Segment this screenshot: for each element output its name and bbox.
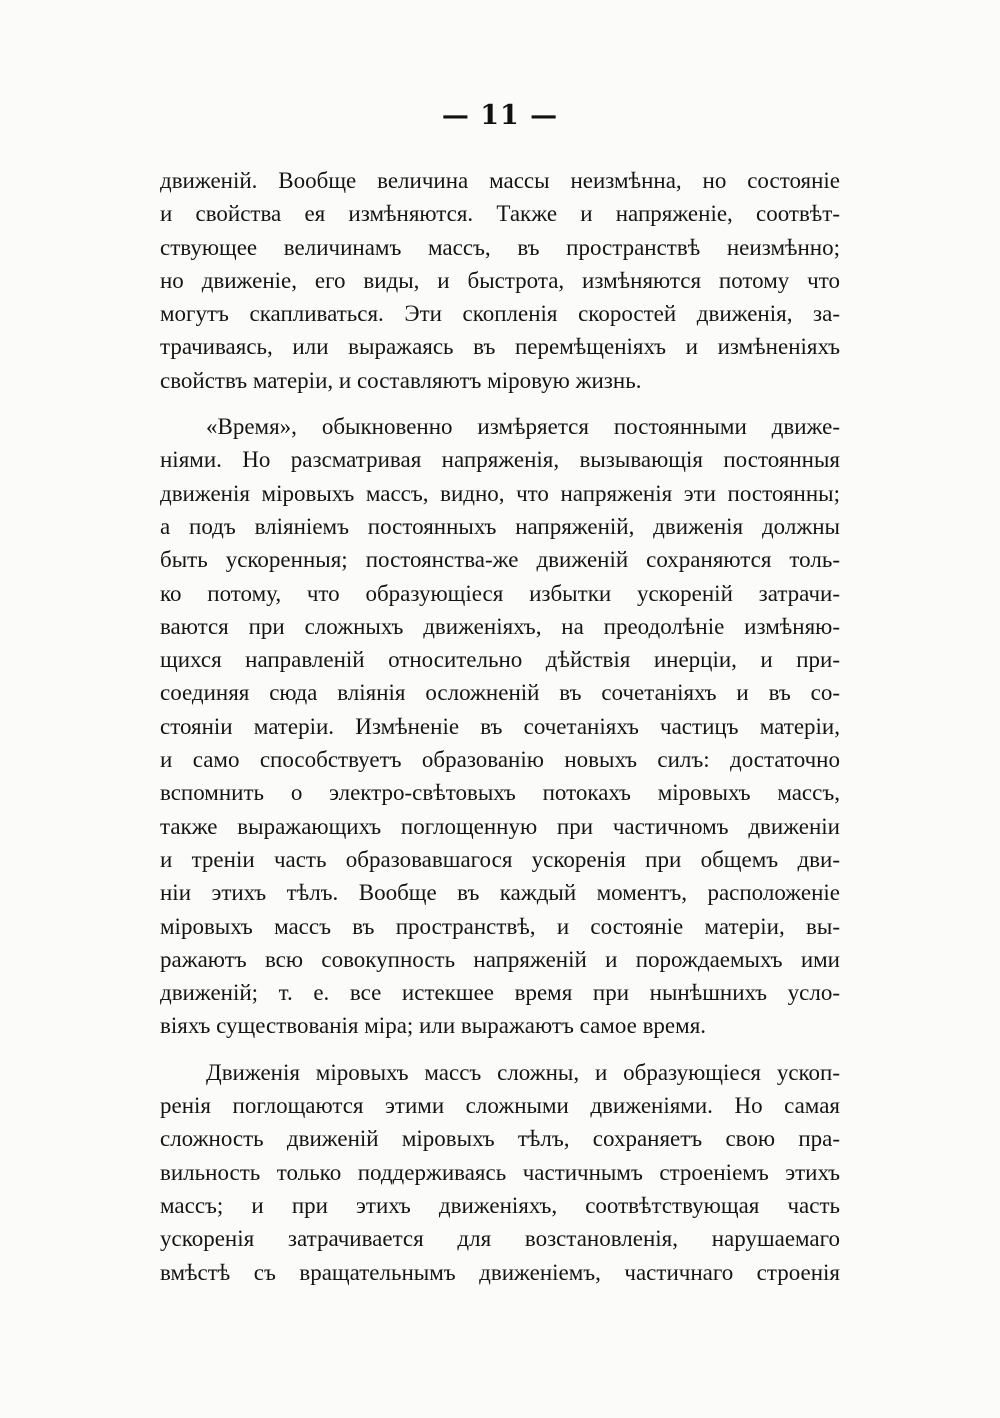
text-line: ваются при сложныхъ движеніяхъ, на преодолѣніе измѣняю- <box>160 613 840 639</box>
text-line: ренія поглощаются этими сложными движеніями. Но самая <box>160 1093 840 1119</box>
text-line: ко потому, что образующіеся избытки ускореній затрачи- <box>160 580 840 606</box>
text-line: Движенія міровыхъ массъ сложны, и образующіеся ускоп- <box>206 1059 840 1085</box>
text-line: и само способствуетъ образованію новыхъ силъ: достаточно <box>160 747 840 773</box>
text-line: и свойства ея измѣняются. Также и напряженіе, соотвѣт- <box>160 201 840 227</box>
text-line: также выражающихъ поглощенную при частичномъ движеніи <box>160 813 840 839</box>
paragraph-3 <box>160 1056 840 1289</box>
text-line: міровыхъ массъ въ пространствѣ, и состояніе матеріи, вы- <box>160 913 840 939</box>
text-line: быть ускоренныя; постоянства-же движеній сохраняются толь- <box>160 547 840 573</box>
text-line: віяхъ существованія міра; или выражаютъ самое время. <box>160 1013 707 1039</box>
text-line: но движеніе, его виды, и быстрота, измѣняются потому что <box>160 267 840 293</box>
page-text <box>160 164 840 1289</box>
text-line: ніями. Но разсматривая напряженія, вызывающія постоянныя <box>160 447 840 473</box>
text-line: вмѣстѣ съ вращательнымъ движеніемъ, частичнаго строенія <box>160 1259 840 1285</box>
paragraph-2 <box>160 410 840 1043</box>
text-line: и треніи часть образовавшагося ускоренія при общемъ дви- <box>160 846 840 872</box>
text-line: сложность движеній міровыхъ тѣлъ, сохраняетъ свою пра- <box>160 1126 840 1152</box>
text-line: ускоренія затрачивается для возстановленія, нарушаемаго <box>160 1226 840 1252</box>
page-number: — 11 — <box>441 100 559 131</box>
text-line: ражаютъ всю совокупность напряженій и порождаемыхъ ими <box>160 946 840 972</box>
text-line: движеній; т. е. все истекшее время при нынѣшнихъ усло- <box>160 980 840 1006</box>
text-line: массъ; и при этихъ движеніяхъ, соотвѣтствующая часть <box>160 1192 840 1218</box>
text-line: щихся направленій относительно дѣйствія инерціи, и при- <box>160 647 840 673</box>
text-line: трачиваясь, или выражаясь въ перемѣщеніяхъ и измѣненіяхъ <box>160 334 840 360</box>
text-line: ствующее величинамъ массъ, въ пространствѣ неизмѣнно; <box>160 234 840 260</box>
text-line: а подъ вліяніемъ постоянныхъ напряженій, движенія должны <box>160 513 840 539</box>
text-line: свойствъ матеріи, и составляютъ міровую жизнь. <box>160 367 642 393</box>
text-line: вспомнить о электро-свѣтовыхъ потокахъ міровыхъ массъ, <box>160 780 840 806</box>
text-line: могутъ скапливаться. Эти скопленія скоростей движенія, за- <box>160 301 840 327</box>
text-line: соединяя сюда вліянія осложненій въ сочетаніяхъ и въ со- <box>160 680 840 706</box>
text-line: «Время», обыкновенно измѣряется постоянными движе- <box>206 414 840 440</box>
paragraph-1 <box>160 164 840 397</box>
text-line: движенія міровыхъ массъ, видно, что напряженія эти постоянны; <box>160 480 840 506</box>
text-line: стояніи матеріи. Измѣненіе въ сочетаніяхъ частицъ матеріи, <box>160 713 840 739</box>
text-line: движеній. Вообще величина массы неизмѣнна, но состояніе <box>160 168 840 193</box>
text-line: вильность только поддерживаясь частичнымъ строеніемъ этихъ <box>160 1159 840 1185</box>
text-line: ніи этихъ тѣлъ. Вообще въ каждый моментъ, расположеніе <box>160 880 840 906</box>
